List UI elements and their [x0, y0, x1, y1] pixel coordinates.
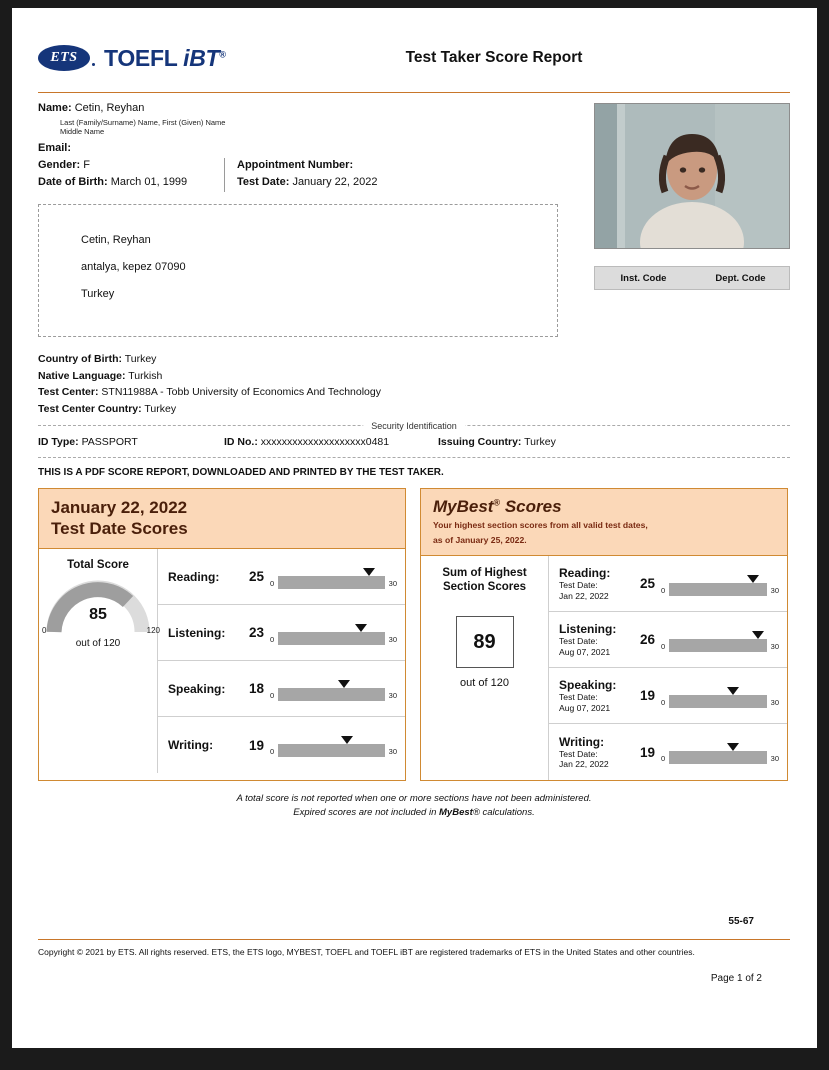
bar-min-label: 0 [661, 641, 666, 651]
total-score-out-of: out of 120 [75, 638, 121, 649]
mybest-subtitle-line2: as of January 25, 2022. [433, 534, 527, 545]
score-report-page [12, 8, 817, 1048]
section-bar [270, 730, 397, 760]
bar-max-label: 30 [770, 697, 779, 707]
bar-min-label: 0 [270, 634, 275, 644]
section-bar [661, 681, 779, 711]
bar-marker-icon [727, 687, 739, 695]
test-center-label: Test Center: [38, 386, 99, 398]
address-name: Cetin, Reyhan [81, 234, 151, 246]
ets-logo-icon: ETS [38, 45, 90, 71]
sum-value: 89 [456, 616, 514, 668]
appointment-number-label: Appointment Number: [237, 159, 354, 171]
section-score: 18 [248, 681, 264, 696]
section-score: 19 [248, 737, 264, 753]
test-center-value: STN11988A - Tobb University of Economics And Technology [101, 386, 381, 398]
gauge-min-label: 0 [42, 626, 47, 635]
mybest-title-word: MyBest [433, 497, 494, 516]
id-type-value: PASSPORT [81, 436, 138, 448]
toefl-label: TOEFL [104, 44, 178, 71]
section-score: 23 [248, 625, 264, 640]
footnote-line-1: A total score is not reported when one or more sections have not been administered. [236, 793, 592, 804]
total-score-label: Total Score [67, 559, 129, 571]
native-language-value: Turkish [128, 369, 163, 382]
bar-min-label: 0 [270, 747, 275, 756]
test-date-scores-panel [38, 488, 406, 781]
section-score: 25 [248, 569, 264, 584]
code-bar [594, 266, 790, 290]
bar-max-label: 30 [770, 641, 779, 651]
test-center-country-label: Test Center Country: [38, 402, 142, 415]
test-date-panel-header [39, 489, 405, 549]
bar-marker-icon [355, 624, 367, 632]
section-row [549, 724, 787, 780]
address-line-2: Turkey [81, 288, 115, 300]
footnote-line-2-post: calculations. [479, 807, 535, 818]
native-language-label: Native Language: [38, 369, 126, 382]
bar-max-label: 30 [770, 754, 779, 763]
name-row [38, 101, 238, 156]
bar-marker-icon [341, 736, 353, 744]
dob-value: March 01, 1999 [110, 176, 188, 188]
sum-of-highest-block [421, 556, 549, 780]
footnote-reg-mark: ® [472, 807, 480, 818]
section-row [549, 612, 787, 668]
bar-marker-icon [338, 680, 350, 688]
section-row [158, 549, 405, 605]
gender-value: F [83, 159, 90, 171]
footnote-line-2-pre: Expired scores are not included in [293, 807, 440, 818]
bar-marker-icon [363, 568, 375, 576]
test-date-value: January 22, 2022 [292, 176, 378, 188]
section-test-date-label: Test Date: [559, 748, 598, 759]
report-header [38, 30, 790, 86]
section-name [559, 678, 631, 713]
inst-code-label: Inst. Code [620, 272, 667, 284]
name-format-note: Last (Family/Surname) Name, First (Given) Name Middle Name [60, 118, 226, 136]
id-type-label: ID Type: [38, 436, 79, 448]
section-bar [270, 562, 397, 592]
mybest-title [433, 497, 775, 517]
section-name: Writing: [168, 738, 214, 752]
section-bar [270, 674, 397, 704]
section-name [559, 566, 631, 601]
bar-min-label: 0 [270, 578, 275, 588]
section-test-date: Aug 07, 2021 [559, 646, 611, 657]
bar-min-label: 0 [661, 754, 666, 763]
gender-label: Gender: [38, 159, 81, 171]
section-score: 19 [639, 744, 655, 760]
total-score-gauge-block [39, 549, 158, 773]
ets-logo-dot-icon [92, 63, 95, 66]
section-test-date-label: Test Date: [559, 580, 598, 590]
bar-track [669, 639, 767, 652]
mybest-scores-panel [420, 488, 788, 781]
section-name: Reading: [168, 569, 220, 584]
section-name [559, 622, 631, 657]
section-score: 26 [639, 632, 655, 647]
bar-marker-icon [727, 743, 739, 751]
bar-marker-icon [747, 575, 759, 583]
bar-track [278, 688, 385, 701]
form-code: 55-67 [728, 916, 754, 927]
section-name [559, 735, 631, 770]
bar-track [278, 744, 385, 757]
security-divider [38, 421, 790, 431]
section-name: Listening: [168, 625, 226, 640]
test-taker-photo [594, 103, 790, 249]
identity-block [38, 93, 790, 337]
section-test-date: Aug 07, 2021 [559, 702, 611, 713]
registered-mark: ® [219, 48, 226, 59]
section-row [158, 661, 405, 717]
bar-max-label: 30 [388, 747, 397, 756]
section-test-date: Jan 22, 2022 [559, 590, 609, 601]
ets-toefl-logo [38, 45, 318, 72]
sum-label-line1: Sum of Highest [442, 567, 527, 579]
section-row [158, 717, 405, 773]
section-score: 25 [639, 576, 655, 591]
dob-label: Date of Birth: [38, 176, 108, 188]
score-panels [38, 488, 790, 781]
footnote-mybest: MyBest [439, 807, 473, 818]
footnote-line-2 [38, 806, 790, 820]
section-test-date-label: Test Date: [559, 636, 598, 646]
copyright-text: Copyright © 2021 by ETS. All rights reserved. ETS, the ETS logo, MYBEST, TOEFL and TOEFL iBT are registered trademarks of ETS in the United States and other countries. [38, 947, 695, 957]
issuing-country-label: Issuing Country: [438, 436, 522, 448]
bar-track [669, 751, 767, 764]
section-row [158, 605, 405, 661]
bar-max-label: 30 [770, 585, 779, 595]
toefl-wordmark [104, 45, 226, 72]
mailing-address-box [38, 204, 558, 337]
sum-out-of: out of 120 [460, 677, 509, 689]
bar-track [278, 576, 385, 589]
mybest-registered-mark: ® [493, 497, 501, 508]
mybest-title-rest: Scores [500, 497, 562, 516]
bar-max-label: 30 [388, 578, 397, 588]
issuing-country-value: Turkey [524, 436, 556, 448]
id-number-label: ID No.: [224, 436, 258, 448]
gauge-max-label: 120 [146, 626, 160, 635]
country-of-birth-label: Country of Birth: [38, 353, 122, 365]
test-date-panel-title-line1: January 22, 2022 [51, 498, 188, 517]
section-score: 19 [639, 688, 655, 703]
bar-min-label: 0 [661, 697, 666, 707]
address-line-1: antalya, kepez 07090 [81, 261, 186, 273]
section-test-date: Jan 22, 2022 [559, 759, 609, 769]
footer-divider [38, 939, 790, 940]
score-footnote [38, 792, 790, 820]
section-name-text: Listening: [559, 622, 617, 636]
section-bar [661, 625, 779, 655]
section-name-text: Writing: [559, 734, 605, 749]
test-date-panel-title-line2: Test Date Scores [51, 519, 188, 538]
name-label: Name: [38, 102, 72, 114]
security-identification-heading: Security Identification [363, 421, 465, 431]
section-bar [270, 618, 397, 648]
bar-min-label: 0 [270, 690, 275, 700]
email-label: Email: [38, 142, 72, 154]
bar-marker-icon [752, 631, 764, 639]
total-score-value: 85 [89, 606, 107, 623]
test-center-country-value: Turkey [144, 402, 177, 415]
bar-track [278, 632, 385, 645]
section-row [549, 668, 787, 724]
section-name-text: Speaking: [559, 678, 617, 692]
country-of-birth-value: Turkey [124, 353, 157, 365]
test-facts [38, 351, 790, 417]
page-number: Page 1 of 2 [710, 973, 762, 984]
page-title: Test Taker Score Report [405, 49, 583, 66]
mybest-subtitle-line1: Your highest section scores from all valid test dates, [433, 520, 648, 530]
pdf-disclaimer: THIS IS A PDF SCORE REPORT, DOWNLOADED AND PRINTED BY THE TEST TAKER. [38, 457, 790, 478]
photo-illustration-icon [595, 104, 789, 248]
id-number-value: xxxxxxxxxxxxxxxxxxxx0481 [260, 436, 390, 448]
bar-track [669, 583, 767, 596]
total-score-gauge [42, 578, 160, 635]
test-date-section-list [158, 549, 405, 773]
sum-label-line2: Section Scores [442, 581, 527, 593]
bar-max-label: 30 [388, 634, 397, 644]
section-bar [661, 569, 779, 599]
dept-code-label: Dept. Code [715, 272, 766, 284]
section-test-date-label: Test Date: [559, 692, 598, 702]
mybest-section-list [549, 556, 787, 780]
test-date-label: Test Date: [237, 176, 290, 188]
bar-track [669, 695, 767, 708]
mybest-panel-header [421, 489, 787, 556]
name-value: Cetin, Reyhan [74, 102, 145, 114]
section-bar [661, 737, 779, 767]
bar-max-label: 30 [388, 690, 397, 700]
ibt-label: iBT [183, 44, 220, 71]
section-row [549, 556, 787, 612]
bar-min-label: 0 [661, 585, 666, 595]
section-name: Speaking: [168, 681, 226, 696]
section-name-text: Reading: [559, 566, 611, 580]
